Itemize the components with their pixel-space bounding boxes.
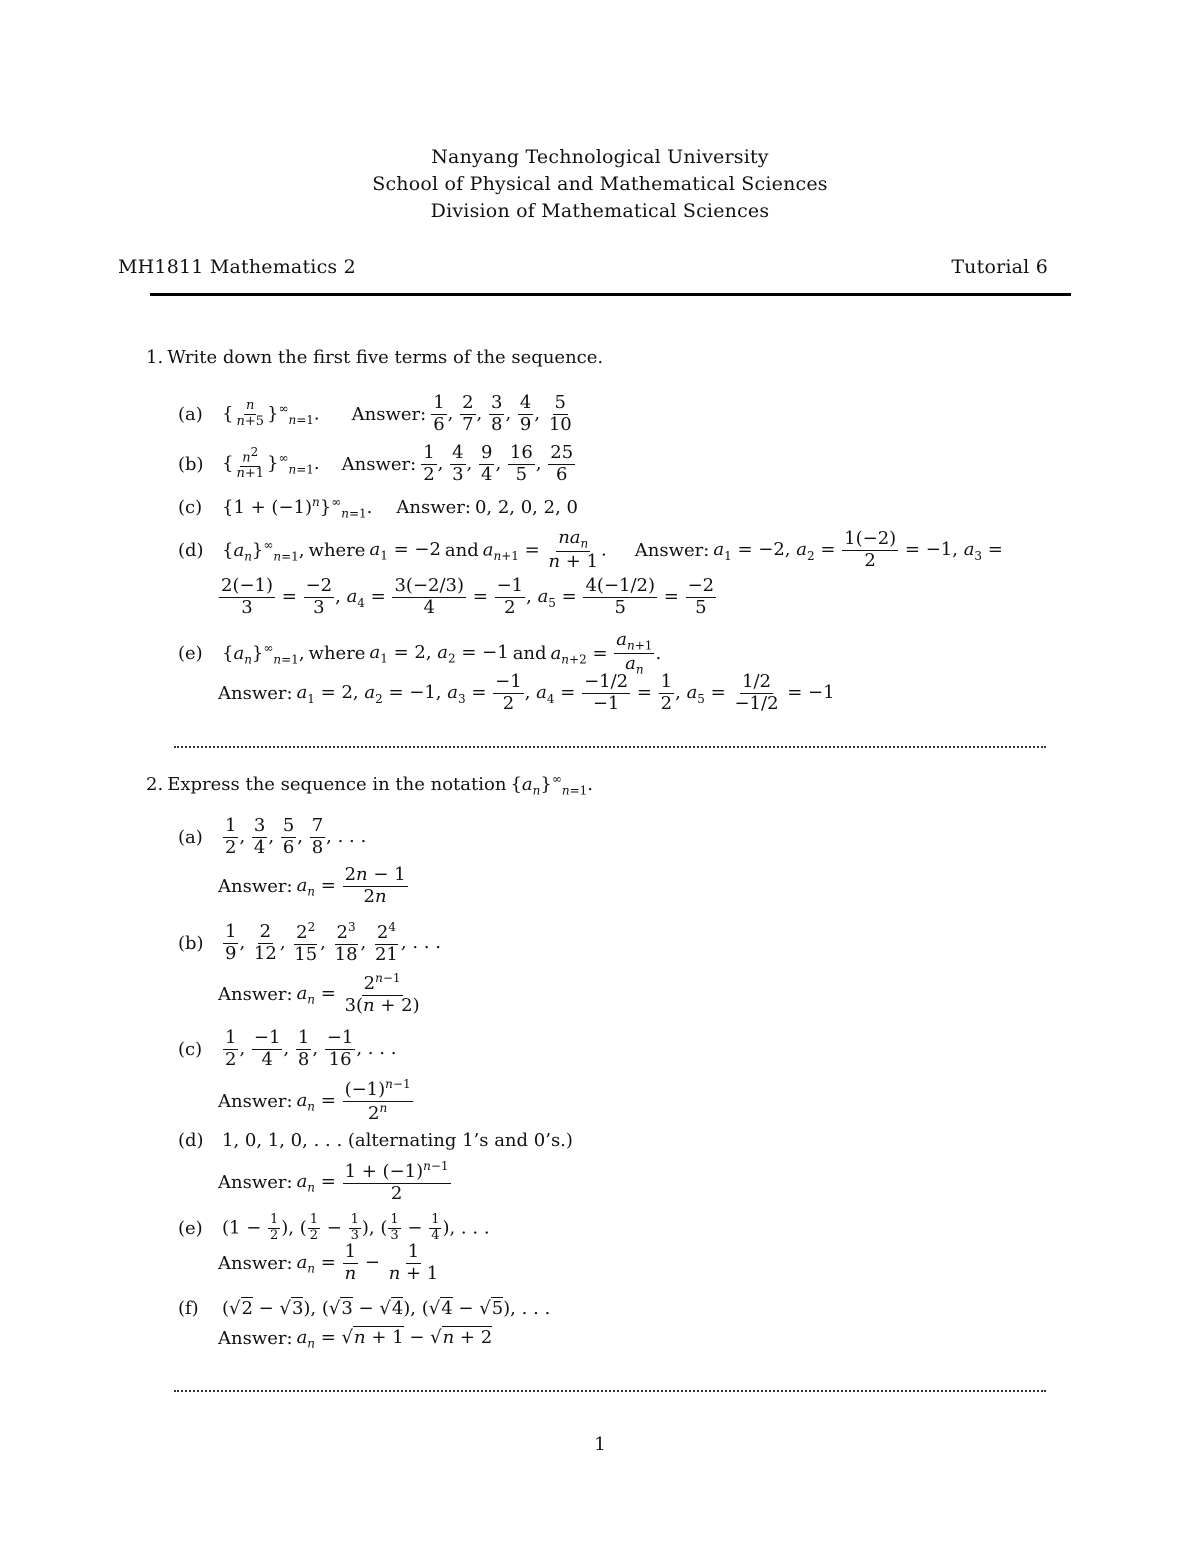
q2-part-b-answer [218, 972, 423, 1016]
and-word: and [444, 540, 479, 562]
q1-part-d-cont [218, 576, 717, 618]
q2-part-e-answer [218, 1242, 441, 1284]
part-label: (b) [178, 932, 204, 954]
part-label: (d) [178, 540, 204, 562]
q2-part-d [178, 1130, 573, 1151]
q2-part-b [178, 921, 441, 965]
math-expression: { $\frac{n^2}{n+1}$ }$^\infty_{n=1}$. [222, 445, 320, 482]
university-name: Nanyang Technological University [431, 146, 769, 168]
part-label: (f) [178, 1298, 199, 1319]
part-label: (c) [178, 497, 203, 519]
header-rule [150, 293, 1071, 296]
q1-number: 1. [146, 347, 164, 368]
part-label: (e) [178, 1217, 203, 1239]
q2-part-d-answer [218, 1160, 452, 1204]
q2-part-e [178, 1213, 490, 1244]
d-sequence-text: 1, 0, 1, 0, . . . (alternating 1’s and 0’s.) [222, 1130, 573, 1151]
page-number: 1 [594, 1434, 606, 1455]
part-label: (e) [178, 643, 203, 665]
q1-prompt: Write down the first five terms of the sequence. [167, 347, 604, 368]
answer-label: Answer: [218, 1090, 293, 1112]
math-expression: $a_1 = -2$, $a_2$ = $\frac{1(-2)}{2}$ = −1, $a_3$ = [713, 528, 1003, 572]
math-expression: $\frac{1}{2}$ , $\frac{4}{3}$ , $\frac{9}{4}$ , $\frac{16}{5}$ , $\frac{25}{6}$ [423, 442, 574, 485]
q1-part-d [178, 528, 1003, 573]
q2-prompt: Express the sequence in the notation [167, 774, 507, 796]
math-expression: (√2 − √3), (√3 − √4), (√4 − √5), . . . [222, 1298, 551, 1319]
math-expression: { $\frac{n}{n+5}$ }$^\infty_{n=1}$. [222, 397, 320, 429]
answer-label: Answer: [218, 1171, 293, 1193]
q2-part-f-answer [218, 1327, 492, 1351]
school-name: School of Physical and Mathematical Sciences [372, 173, 828, 195]
part-label: (c) [178, 1038, 203, 1060]
q1-part-e-answer [218, 672, 835, 714]
math-expression: $a_n$ = $\frac{1 + (-1)^{n-1}}{2}$ [296, 1159, 449, 1204]
division-name: Division of Mathematical Sciences [430, 200, 770, 222]
math-expression: $a_{n+1}$ = $\frac{na_n}{n + 1}$ . [482, 527, 607, 573]
c-answer: 0, 2, 0, 2, 0 [474, 497, 578, 519]
where-word: where [308, 643, 366, 665]
q2-heading [146, 772, 593, 798]
math-expression: $a_n$ = $\frac{2n - 1}{2n}$ [296, 864, 406, 907]
q2-part-a-answer [218, 865, 409, 907]
answer-label: Answer: [634, 540, 710, 562]
math-expression: $\{a_n\}^\infty_{n=1}$, [222, 641, 305, 667]
part-label: (b) [178, 453, 204, 475]
math-expression: $\{a_n\}^\infty_{n=1}$, [222, 537, 305, 564]
answer-label: Answer: [218, 1328, 293, 1350]
math-expression: $a_1 = 2$, $a_2 = -1$ [369, 642, 509, 666]
q2-part-a [178, 816, 366, 858]
answer-label: Answer: [218, 1252, 293, 1274]
answer-label: Answer: [341, 453, 417, 475]
math-expression: $a_n = √n + 1 - √n + 2$ [296, 1327, 493, 1351]
math-expression: $\frac{1}{6}$ , $\frac{2}{7}$ , $\frac{3}{8}$ , $\frac{4}{9}$ , $\frac{5}{10}$ [433, 392, 572, 435]
part-label: (a) [178, 403, 203, 425]
math-expression: $a_1 = -2$ [369, 538, 441, 563]
part-label: (d) [178, 1130, 204, 1151]
section-divider [174, 746, 1046, 748]
q2-number: 2. [146, 774, 164, 796]
math-expression: $a_{n+2}$ = $\frac{a_{n+1}}{a_n}$ . [550, 629, 662, 677]
course-title: MH1811 Mathematics 2 [118, 256, 356, 278]
math-expression: $a_1 = 2$, $a_2 = -1$, $a_3$ = $\frac{-1}{2}$ , $a_4$ = $\frac{-1/2}{-1}$ = $\frac{1}{2}$ , $a_5$ = $\frac{1/2}{-1/2}$ = −1 [296, 671, 835, 714]
section-divider [174, 1390, 1046, 1392]
answer-label: Answer: [218, 983, 293, 1005]
answer-label: Answer: [351, 403, 427, 425]
q2-part-c-answer [218, 1078, 414, 1124]
tutorial-number: Tutorial 6 [951, 256, 1048, 278]
math-expression: $\frac{2(-1)}{3}$ = $\frac{-2}{3}$ , $a_4$ = $\frac{3(-2/3)}{4}$ = $\frac{-1}{2}$ , $a_5$ = $\frac{4(-1/2)}{5}$ = $\frac{-2}{5}$ [221, 575, 715, 618]
math-expression: $\frac{1}{2}$ , $\frac{3}{4}$ , $\frac{5}{6}$ , $\frac{7}{8}$ , . . . [225, 815, 367, 858]
math-expression: $\{1 + (-1)^n\}^\infty_{n=1}$. [222, 495, 373, 521]
math-expression: $\frac{1}{2}$ , $\frac{-1}{4}$ , $\frac{1}{8}$ , $\frac{-1}{16}$ , . . . [225, 1027, 397, 1070]
math-expression: $\frac{1}{9}$ , $\frac{2}{12}$ , $\frac{2^2}{15}$ , $\frac{2^3}{18}$ , $\frac{2^4}{21}$ , . . . [225, 920, 441, 965]
q1-part-b [178, 443, 576, 485]
answer-label: Answer: [218, 875, 293, 897]
q1-heading [146, 347, 603, 368]
math-expression: $a_n$ = $\frac{1}{n}$ − $\frac{1}{n + 1}$ [296, 1241, 439, 1284]
where-word: where [308, 540, 366, 562]
math-expression: $a_n$ = $\frac{2^{n-1}}{3(n + 2)}$ [296, 971, 420, 1016]
math-expression: $a_n$ = $\frac{(-1)^{n-1}}{2^n}$ [296, 1077, 411, 1124]
answer-label: Answer: [218, 682, 293, 704]
and-word: and [512, 643, 547, 665]
q2-part-c [178, 1028, 396, 1070]
math-expression: (1 − $\frac{1}{2}$ ), ( $\frac{1}{2}$ − $\frac{1}{3}$ ), ( $\frac{1}{3}$ − $\frac{1}{4}$ ), . . . [222, 1212, 490, 1243]
part-label: (a) [178, 826, 203, 848]
q1-part-a [178, 393, 575, 435]
q1-part-c [178, 495, 578, 521]
math-expression: $\{a_n\}^\infty_{n=1}$. [510, 772, 593, 798]
q2-part-f [178, 1298, 550, 1319]
answer-label: Answer: [396, 497, 471, 519]
